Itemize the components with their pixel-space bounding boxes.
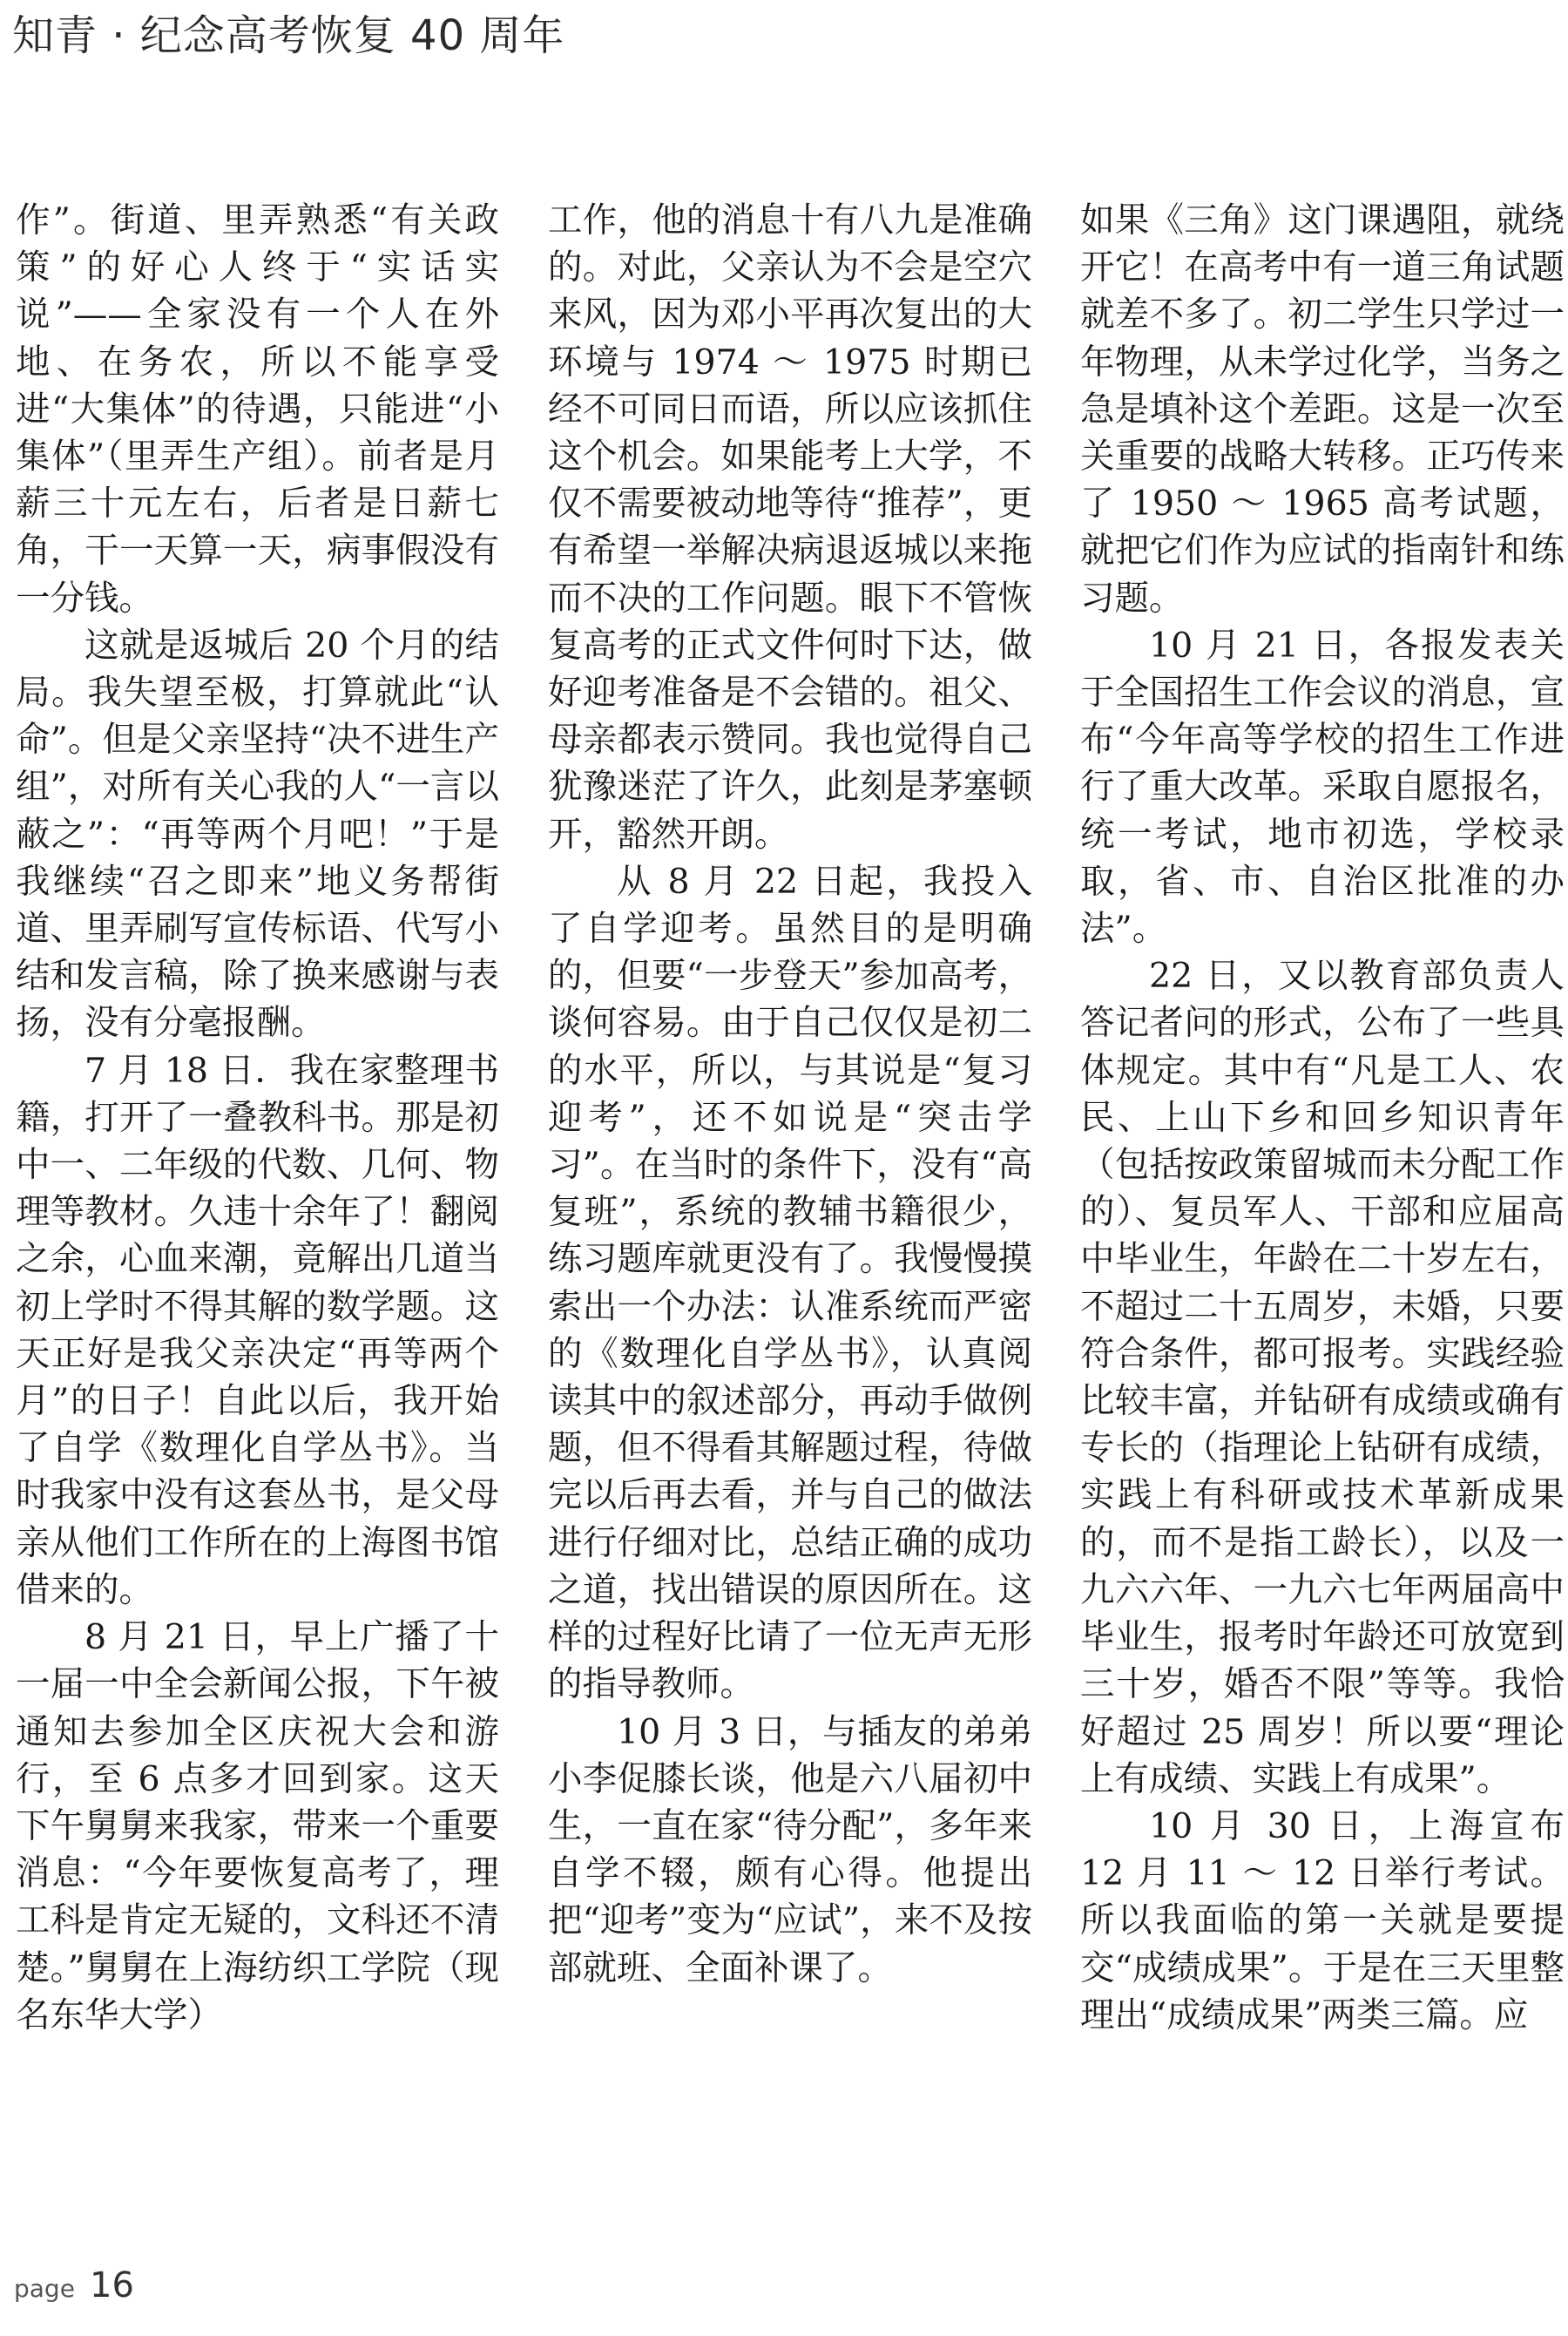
header-title: 知青 · 纪念高考恢复 40 周年 (12, 11, 565, 60)
text-column-1 (16, 197, 499, 2039)
page-footer (14, 2265, 134, 2306)
paragraph: 工作，他的消息十有八九是准确的。对此，父亲认为不会是空穴来风，因为邓小平再次复出的大环境与 1974 ～ 1975 时期已经不可同日而语，所以应该抓住这个机会。如果能考上大学，不仅不需要被动地等待“推荐”，更有希望一举解决病退返城以来拖而不决的工作问题。眼下不管恢复高考的正式文件何时下达，做好迎考准备是不会错的。祖父、母亲都表示赞同。我也觉得自己犹豫迷茫了许久，此刻是茅塞顿开，豁然开朗。 (548, 200, 1032, 855)
paragraph: 8 月 21 日，早上广播了十一届一中全会新闻公报，下午被通知去参加全区庆祝大会和游行，至 6 点多才回到家。这天下午舅舅来我家，带来一个重要消息：“今年要恢复高考了，理工科是肯定无疑的，文科还不清楚。”舅舅在上海纺织工学院（现名东华大学） (16, 1617, 499, 2035)
page-label: page (14, 2274, 75, 2303)
paragraph: 7 月 18 日．我在家整理书籍，打开了一叠教科书。那是初中一、二年级的代数、几何、物理等教材。久违十余年了！翻阅之余，心血来潮，竟解出几道当初上学时不得其解的数学题。这天正好是我父亲决定“再等两个月”的日子！自此以后，我开始了自学《数理化自学丛书》。当时我家中没有这套丛书，是父母亲从他们工作所在的上海图书馆借来的。 (16, 1050, 499, 1610)
running-header (12, 7, 564, 64)
text-column-3 (1080, 197, 1565, 2039)
paragraph: 这就是返城后 20 个月的结局。我失望至极，打算就此“认命”。但是父亲坚持“决不进生产组”，对所有关心我的人“一言以蔽之”：“再等两个月吧！”于是我继续“召之即来”地义务帮街道、里弄刷写宣传标语、代写小结和发言稿，除了换来感谢与表扬，没有分毫报酬。 (16, 625, 499, 1044)
paragraph: 22 日，又以教育部负责人答记者问的形式，公布了一些具体规定。其中有“凡是工人、农民、上山下乡和回乡知识青年（包括按政策留城而未分配工作的）、复员军人、干部和应届高中毕业生，年龄在二十岁左右，不超过二十五周岁，未婚，只要符合条件，都可报考。实践经验比较丰富，并钻研有成绩或确有专长的（指理论上钻研有成绩，实践上有科研或技术革新成果的，而不是指工龄长），以及一九六六年、一九六七年两届高中毕业生，报考时年龄还可放宽到三十岁，婚否不限”等等。我恰好超过 25 周岁！所以要“理论上有成绩、实践上有成果”。 (1080, 956, 1565, 1799)
text-column-2 (548, 197, 1032, 1992)
paragraph: 作”。街道、里弄熟悉“有关政策”的好心人终于“实话实说”——全家没有一个人在外地、在务农，所以不能享受进“大集体”的待遇，只能进“小集体”（里弄生产组）。前者是月薪三十元左右，后者是日薪七角，干一天算一天，病事假没有一分钱。 (16, 200, 499, 619)
paragraph: 10 月 30 日，上海宣布 12 月 11 ～ 12 日举行考试。所以我面临的第一关就是要提交“成绩成果”。于是在三天里整理出“成绩成果”两类三篇。应 (1080, 1805, 1565, 2035)
paragraph: 10 月 21 日，各报发表关于全国招生工作会议的消息，宣布“今年高等学校的招生工作进行了重大改革。采取自愿报名，统一考试，地市初选，学校录取，省、市、自治区批准的办法”。 (1080, 625, 1565, 950)
paragraph: 10 月 3 日，与插友的弟弟小李促膝长谈，他是六八届初中生，一直在家“待分配”，多年来自学不辍，颇有心得。他提出把“迎考”变为“应试”，来不及按部就班、全面补课了。 (548, 1711, 1032, 1988)
page-number: 16 (90, 2265, 134, 2306)
paragraph: 如果《三角》这门课遇阻，就绕开它！在高考中有一道三角试题就差不多了。初二学生只学过一年物理，从未学过化学，当务之急是填补这个差距。这是一次至关重要的战略大转移。正巧传来了 1950 ～ 1965 高考试题，就把它们作为应试的指南针和练习题。 (1080, 200, 1565, 619)
paragraph: 从 8 月 22 日起，我投入了自学迎考。虽然目的是明确的，但要“一步登天”参加高考，谈何容易。由于自己仅仅是初二的水平，所以，与其说是“复习迎考”，还不如说是“突击学习”。在当时的条件下，没有“高复班”，系统的教辅书籍很少，练习题库就更没有了。我慢慢摸索出一个办法：认准系统而严密的《数理化自学丛书》，认真阅读其中的叙述部分，再动手做例题，但不得看其解题过程，待做完以后再去看，并与自己的做法进行仔细对比，总结正确的成功之道，找出错误的原因所在。这样的过程好比请了一位无声无形的指导教师。 (548, 861, 1032, 1705)
